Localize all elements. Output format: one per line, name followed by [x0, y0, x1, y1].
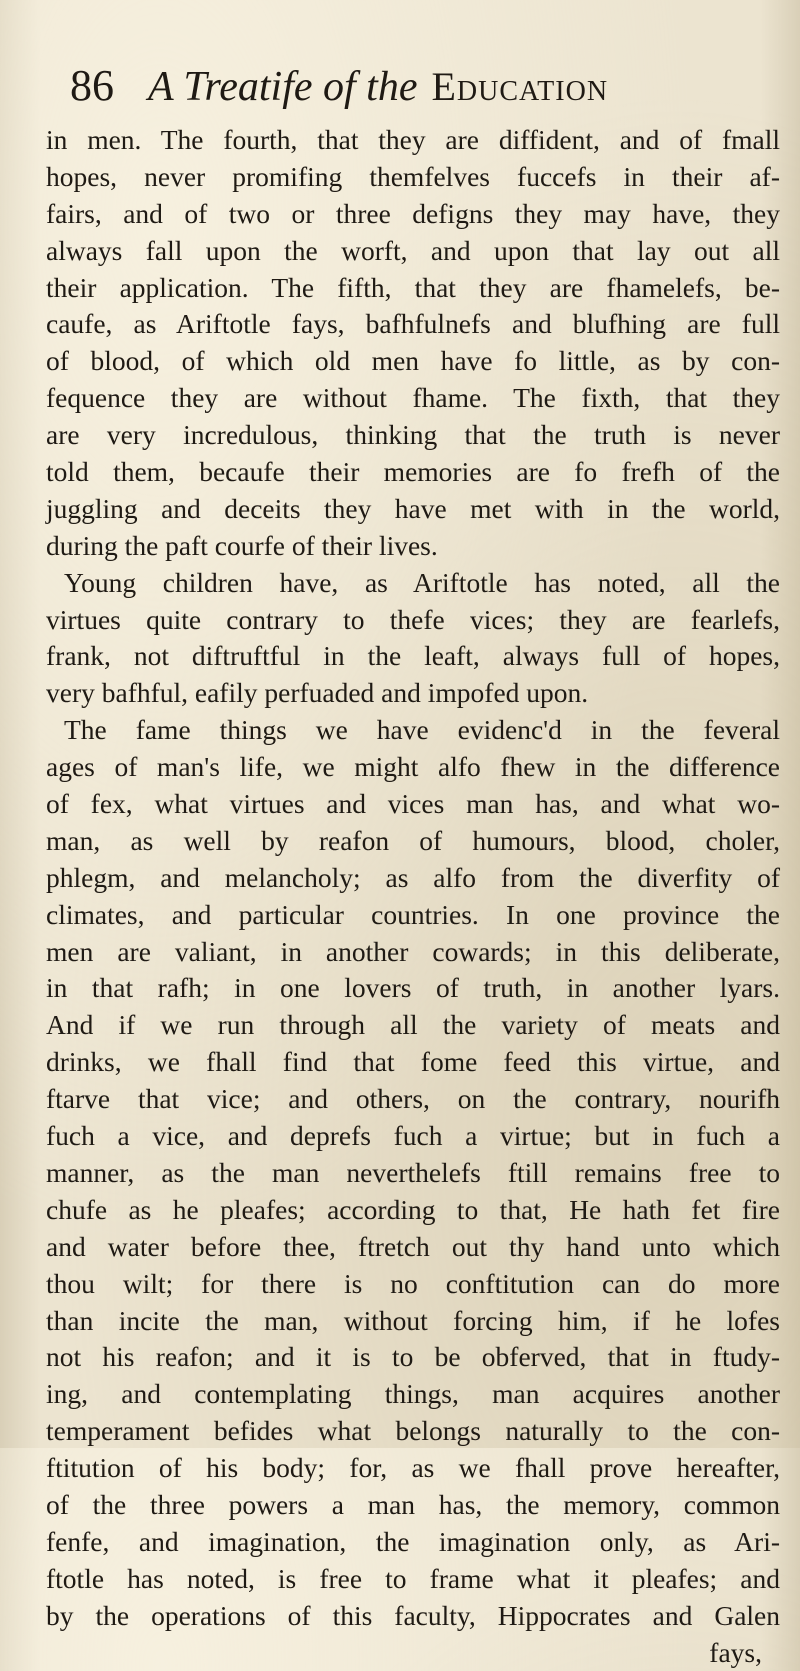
text-line: climates, and particular countries. In one province the	[46, 898, 780, 930]
body-text	[46, 122, 780, 1671]
text-line: man, as well by reafon of humours, blood, choler,	[46, 824, 780, 856]
text-line: thou wilt; for there is no conftitution can do more	[46, 1267, 780, 1299]
text-line: ftotle has noted, is free to frame what it pleafes; and	[46, 1562, 780, 1594]
text-line: temperament befides what belongs naturally to the con-	[46, 1415, 780, 1447]
text-line: chufe as he pleafes; according to that, He hath fet fire	[46, 1193, 780, 1225]
text-line: And if we run through all the variety of meats and	[46, 1009, 780, 1041]
text-line: than incite the man, without forcing him, if he lofes	[46, 1304, 780, 1336]
running-head	[70, 60, 608, 120]
text-line: fuch a vice, and deprefs fuch a virtue; but in fuch a	[46, 1120, 780, 1152]
text-line: frank, not diftruftful in the leaft, always full of hopes,	[46, 640, 780, 672]
text-line: caufe, as Ariftotle fays, bafhfulnefs and blufhing are full	[46, 308, 780, 340]
text-line: in men. The fourth, that they are diffident, and of fmall	[46, 124, 780, 155]
text-line: and water before thee, ftretch out thy hand unto which	[46, 1230, 780, 1262]
text-line: of fex, what virtues and vices man has, and what wo-	[46, 788, 780, 820]
text-line: Young children have, as Ariftotle has noted, all the	[64, 566, 780, 598]
text-line: manner, as the man neverthelefs ftill remains free to	[46, 1156, 780, 1188]
text-line: very bafhful, eafily perfuaded and impofed upon.	[46, 677, 589, 709]
text-line: of the three powers a man has, the memory, common	[46, 1488, 780, 1520]
text-line: drinks, we fhall find that fome feed this virtue, and	[46, 1046, 780, 1078]
text-line: juggling and deceits they have met with in the world,	[46, 492, 780, 524]
text-line: always fall upon the worft, and upon that lay out all	[46, 234, 780, 266]
text-line: ftitution of his body; for, as we fhall prove hereafter,	[46, 1452, 780, 1484]
text-line: by the operations of this faculty, Hippocrates and Galen	[46, 1599, 780, 1631]
catchword: fays,	[709, 1636, 762, 1668]
text-line: during the paft courfe of their lives.	[46, 529, 438, 561]
running-head-title-smallcaps: Education	[431, 64, 609, 109]
text-line: virtues quite contrary to thefe vices; they are fearlefs,	[46, 603, 780, 635]
text-line: phlegm, and melancholy; as alfo from the diverfity of	[46, 861, 780, 893]
text-line: The fame things we have evidenc'd in the feveral	[64, 714, 780, 746]
text-line: fenfe, and imagination, the imagination only, as Ari-	[46, 1525, 780, 1557]
text-line: in that rafh; in one lovers of truth, in another lyars.	[46, 972, 780, 1004]
text-line: fequence they are without fhame. The fixth, that they	[46, 382, 780, 414]
text-line: ftarve that vice; and others, on the contrary, nourifh	[46, 1083, 780, 1115]
text-line: told them, becaufe their memories are fo frefh of the	[46, 456, 780, 488]
text-line: of blood, of which old men have fo little, as by con-	[46, 345, 780, 377]
text-line: their application. The fifth, that they are fhamelefs, be-	[46, 271, 780, 303]
text-line: ing, and contemplating things, man acquires another	[46, 1378, 780, 1410]
text-line: ages of man's life, we might alfo fhew in the difference	[46, 751, 780, 783]
text-line: men are valiant, in another cowards; in this deliberate,	[46, 935, 780, 967]
text-line: not his reafon; and it is to be obferved, that in ftudy-	[46, 1341, 780, 1373]
page-number: 86	[70, 61, 114, 110]
text-line: fairs, and of two or three defigns they may have, they	[46, 197, 780, 229]
text-line: are very incredulous, thinking that the truth is never	[46, 419, 780, 451]
text-line: hopes, never promifing themfelves fuccefs in their af-	[46, 160, 780, 192]
running-head-title: A Treatife of the	[148, 64, 418, 110]
